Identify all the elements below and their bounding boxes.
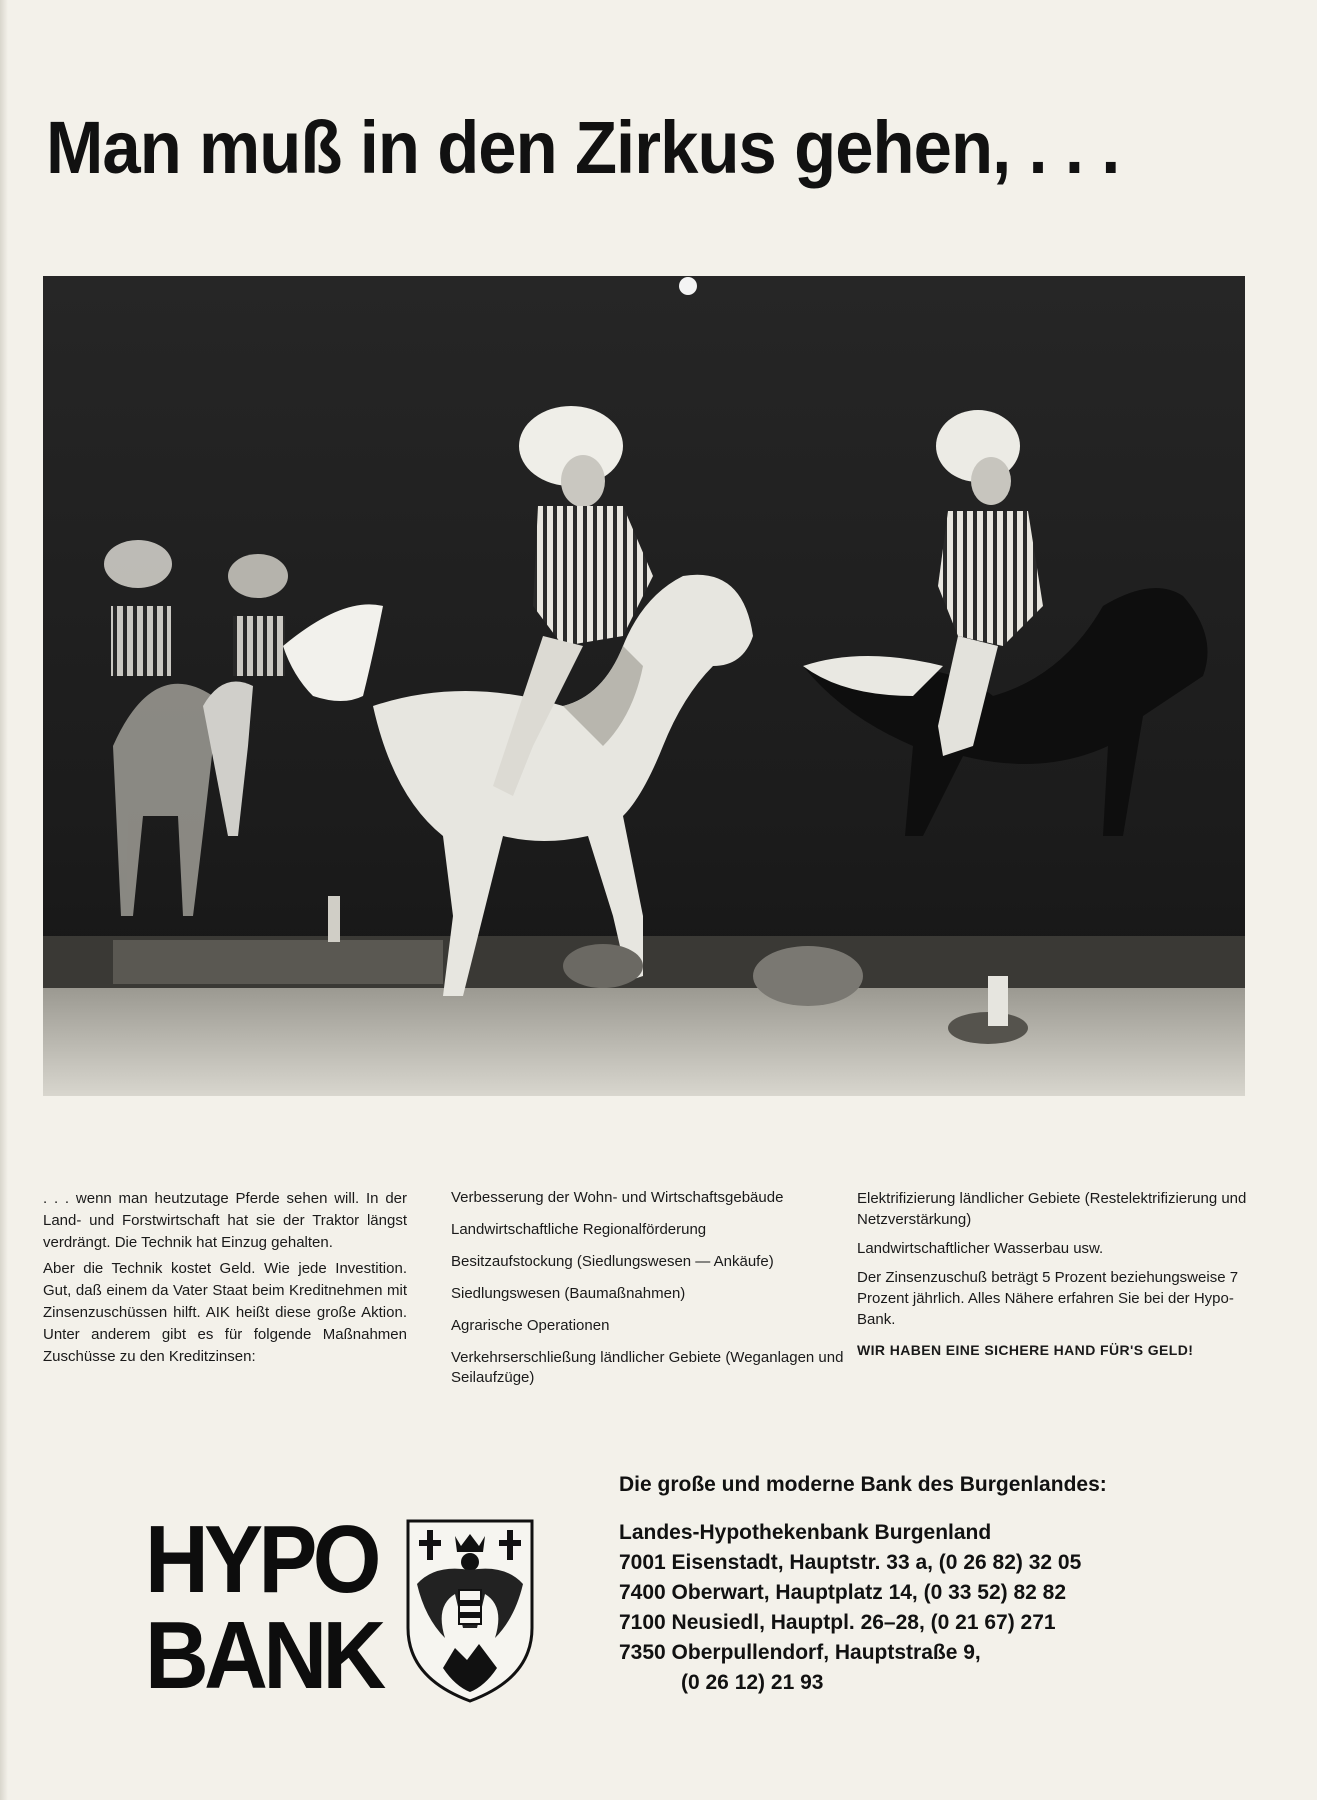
hypo-bank-logo [145,1506,397,1710]
branch-address: 7400 Oberwart, Hauptplatz 14, (0 33 52) 82 82 [619,1581,1067,1604]
branch-address: 7100 Neusiedl, Hauptpl. 26–28, (0 21 67) 271 [619,1611,1056,1634]
measure-item: Elektrifizierung ländlicher Gebiete (Restelektrifizierung und Netzverstärkung) [857,1190,1247,1228]
measures-list-column [451,1188,851,1400]
logo-line: HYPO [145,1506,377,1613]
circus-horse-riders-photo [43,276,1245,1096]
intro-paragraph: Aber die Technik kostet Geld. Wie jede Investition. Gut, daß einem da Vater Staat beim Kreditnehmen mit Zinsenzuschüssen hilft. AIK heißt diese große Aktion. Unter anderem gibt es für folgende Maßnahmen Zuschüsse zu den Kreditzinsen: [43,1260,407,1365]
slogan: WIR HABEN EINE SICHERE HAND FÜR'S GELD! [857,1342,1194,1358]
branch-phone: (0 26 12) 21 93 [681,1671,824,1694]
burgenland-coat-of-arms-icon [405,1518,535,1704]
intro-paragraph: . . . wenn man heutzutage Pferde sehen will. In der Land- und Forstwirtschaft hat sie der Traktor längst verdrängt. Die Technik hat Einzug gehalten. [43,1190,407,1251]
branch-address: 7350 Oberpullendorf, Hauptstraße 9, [619,1641,981,1664]
measure-item: Landwirtschaftlicher Wasserbau usw. [857,1240,1104,1257]
subsidy-info: Der Zinsenzuschuß beträgt 5 Prozent beziehungsweise 7 Prozent jährlich. Alles Nähere erfahren Sie bei der Hypo-Bank. [857,1269,1239,1328]
measure-item: Verkehrserschließung ländlicher Gebiete (Weganlagen und Seilaufzüge) [451,1349,844,1386]
bank-contact-block [619,1470,1259,1698]
measure-item: Besitzaufstockung (Siedlungswesen — Ankäufe) [451,1253,774,1270]
bank-name: Landes-Hypothekenbank Burgenland [619,1521,992,1544]
measure-item: Siedlungswesen (Baumaßnahmen) [451,1285,686,1302]
measure-item: Verbesserung der Wohn- und Wirtschaftsgebäude [451,1189,784,1206]
headline: Man muß in den Zirkus gehen, . . . [46,106,1120,189]
branch-address: 7001 Eisenstadt, Hauptstr. 33 a, (0 26 82) 32 05 [619,1551,1082,1574]
intro-text-column [43,1188,407,1372]
measure-item: Agrarische Operationen [451,1317,610,1334]
page-edge [0,0,8,1800]
measure-item: Landwirtschaftliche Regionalförderung [451,1221,707,1238]
details-column [857,1188,1252,1361]
bank-intro: Die große und moderne Bank des Burgenlandes: [619,1473,1107,1496]
logo-line: BANK [145,1602,382,1709]
